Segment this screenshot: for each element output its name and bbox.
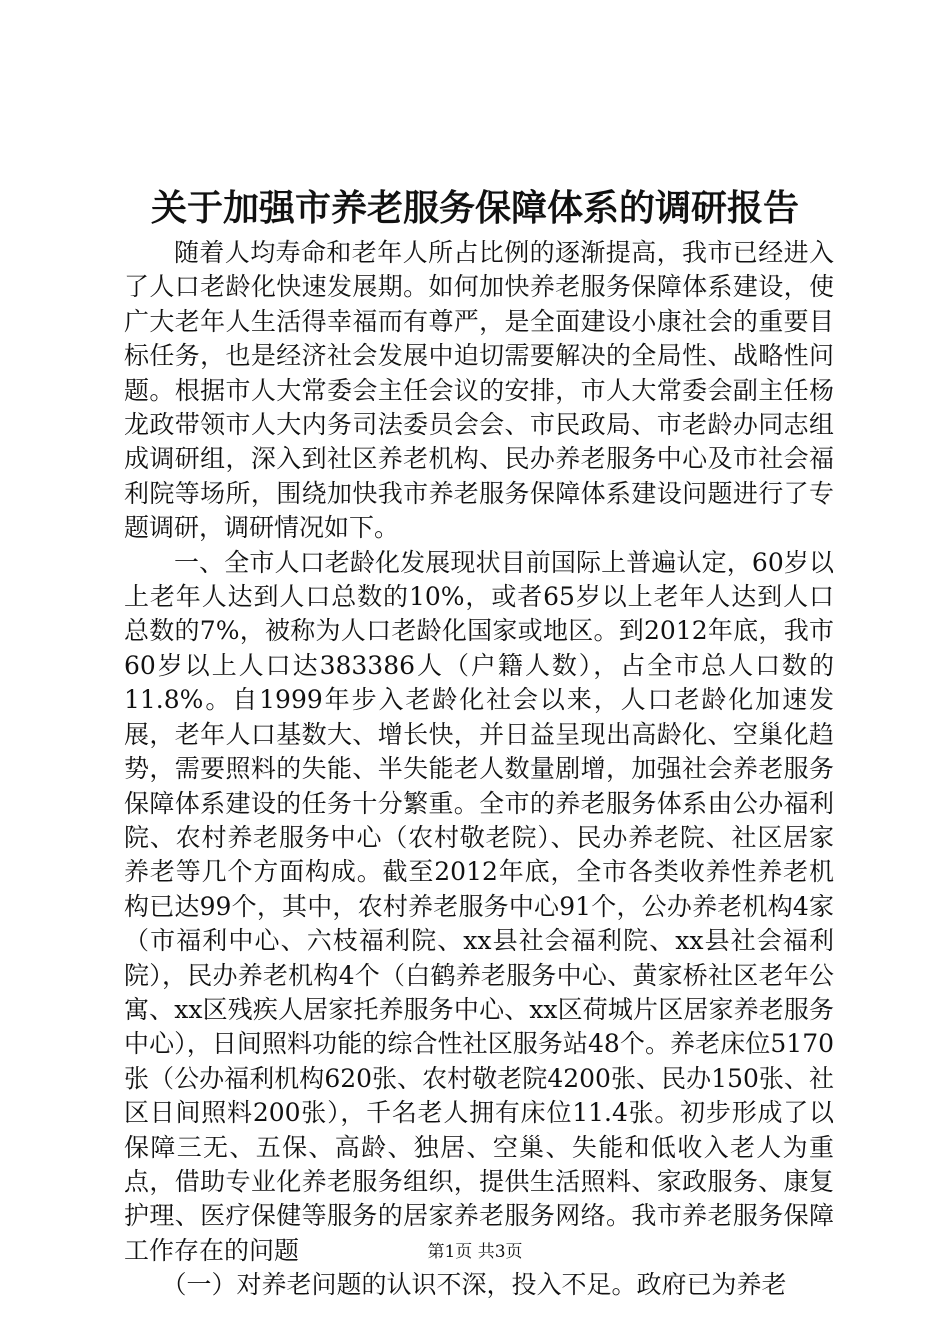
document-body: [124, 236, 834, 1303]
page-footer: 第1页 共3页: [427, 1242, 523, 1262]
paragraph-subsection-one: （一）对养老问题的认识不深，投入不足。政府已为养老: [161, 1270, 787, 1300]
paragraph-section-one: 一、全市人口老龄化发展现状目前国际上普遍认定，60岁以上老年人达到人口总数的10%，或者65岁以上老年人达到人口总数的7%，被称为人口老龄化国家或地区。到2012年底，我市60岁以上人口达383386人（户籍人数），占全市总人口数的11.8%。自1999年步入老龄化社会以来，人口老龄化加速发展，老年人口基数大、增长快，并日益呈现出高龄化、空巢化趋势，需要照料的失能、半失能老人数量剧增，加强社会养老服务保障体系建设的任务十分繁重。全市的养老服务体系由公办福利院、农村养老服务中心（农村敬老院）、民办养老院、社区居家养老等几个方面构成。截至2012年底，全市各类收养性养老机构已达99个，其中，农村养老服务中心91个，公办养老机构4家（市福利中心、六枝福利院、xx县社会福利院、xx县社会福利院），民办养老机构4个（白鹤养老服务中心、黄家桥社区老年公寓、xx区残疾人居家托养服务中心、xx区荷城片区居家养老服务中心），日间照料功能的综合性社区服务站48个。养老床位5170张（公办福利机构620张、农村敬老院4200张、民办150张、社区日间照料200张），千名老人拥有床位11.4张。初步形成了以保障三无、五保、高龄、独居、空巢、失能和低收入老人为重点，借助专业化养老服务组织，提供生活照料、家政服务、康复护理、医疗保健等服务的居家养老服务网络。我市养老服务保障工作存在的问题: [124, 547, 834, 1265]
paragraph-intro: 随着人均寿命和老年人所占比例的逐渐提高，我市已经进入了人口老龄化快速发展期。如何加快养老服务保障体系建设，使广大老年人生活得幸福而有尊严，是全面建设小康社会的重要目标任务，也是经济社会发展中迫切需要解决的全局性、战略性问题。根据市人大常委会主任会议的安排，市人大常委会副主任杨龙政带领市人大内务司法委员会会、市民政局、市老龄办同志组成调研组，深入到社区养老机构、民办养老服务中心及市社会福利院等场所，围绕加快我市养老服务保障体系建设问题进行了专题调研，调研情况如下。: [124, 238, 834, 543]
document-title: 关于加强市养老服务保障体系的调研报告: [150, 187, 799, 229]
